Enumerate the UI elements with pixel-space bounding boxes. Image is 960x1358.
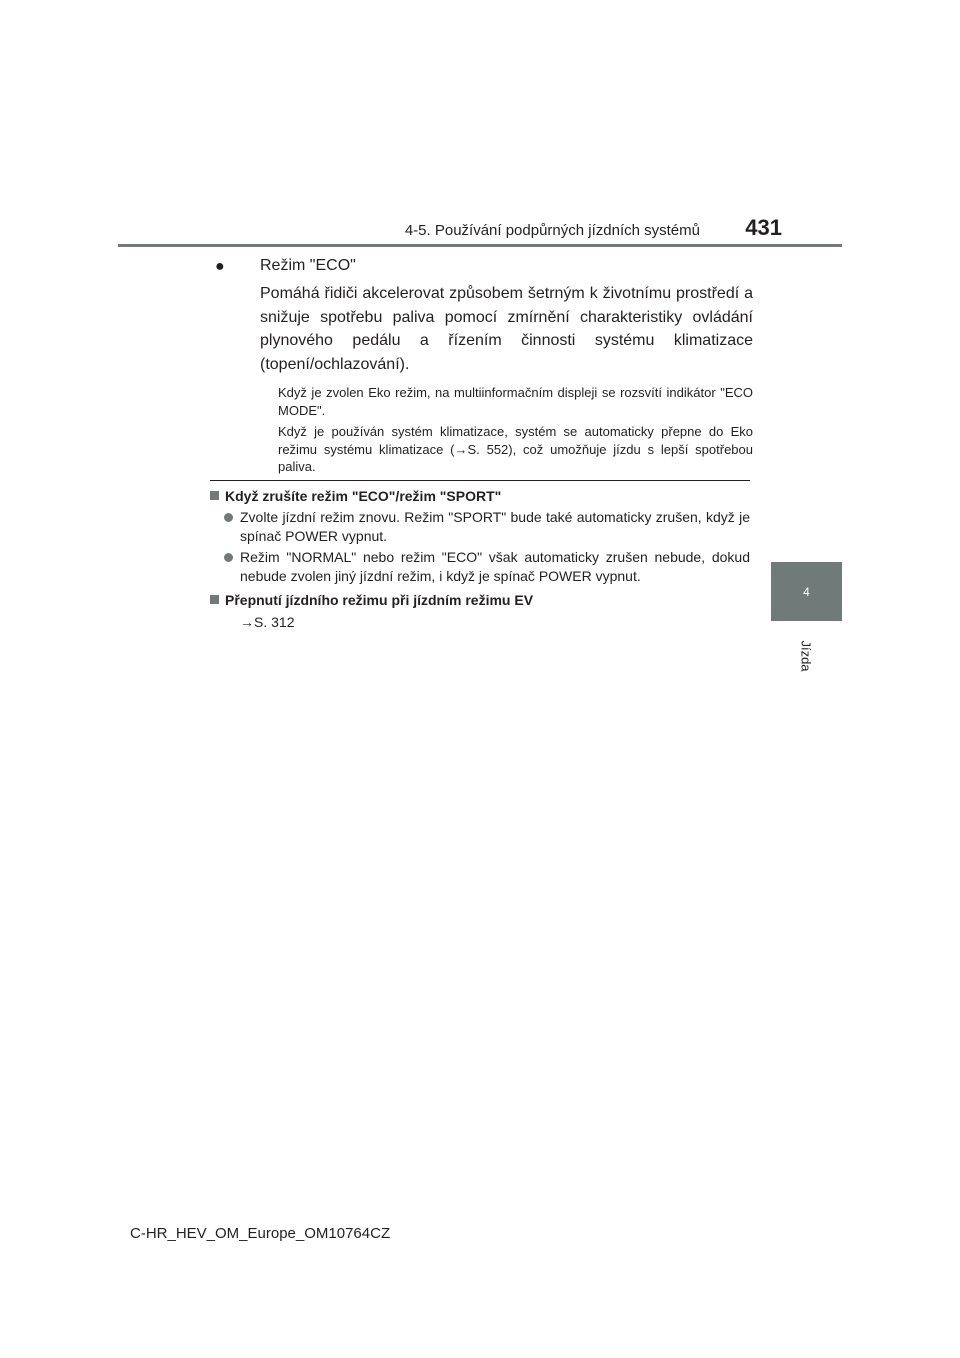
- bullet-icon: ●: [215, 258, 225, 275]
- dot-bullet-icon: [224, 553, 233, 562]
- eco-mode-item: [215, 254, 753, 480]
- note-item: Když je zvolen Eko režim, na multiinformačním displeji se rozsvítí indikátor "ECO MODE".: [278, 385, 753, 418]
- info-bullet-item: [210, 548, 750, 586]
- info-block: [210, 486, 750, 632]
- eco-mode-body: Pomáhá řidiči akcelerovat způsobem šetrným k životnímu prostředí a snižuje spotřebu paliva pomocí zmírnění charakteristiky ovládání plynového pedálu a řízením činnosti systému klimatizace (topení/ochlazování).: [260, 285, 753, 373]
- square-bullet-icon: [210, 491, 219, 500]
- page-number: 431: [745, 215, 782, 240]
- info-bullet-text: Zvolte jízdní režim znovu. Režim "SPORT" bude také automaticky zrušen, když je spínač POWER vypnut.: [240, 509, 750, 544]
- chapter-label-text: Jízda: [798, 640, 814, 672]
- chapter-number: 4: [803, 584, 810, 599]
- page-reference: →S. 312: [240, 614, 295, 630]
- note-item: Když je používán systém klimatizace, systém se automaticky přepne do Eko režimu systému klimatizace (→S. 552), což umožňuje jízdu s lepší spotřebou paliva.: [278, 424, 753, 474]
- eco-mode-title: Režim "ECO": [260, 257, 356, 274]
- document-id: C-HR_HEV_OM_Europe_OM10764CZ: [130, 1225, 391, 1242]
- info-bullet-text: Režim "NORMAL" nebo režim "ECO" však automaticky zrušen nebude, dokud nebude zvolen jiný jízdní režim, i když je spínač POWER vypnut.: [240, 549, 750, 584]
- info-heading-text: Když zrušíte režim "ECO"/režim "SPORT": [225, 488, 502, 504]
- info-heading-text: Přepnutí jízdního režimu při jízdním režimu EV: [225, 592, 534, 608]
- section-divider: [210, 480, 750, 481]
- section-title: 4-5. Používání podpůrných jízdních systémů: [404, 222, 700, 239]
- info-bullet-item: [210, 508, 750, 546]
- header-divider: [118, 244, 842, 247]
- info-heading: [210, 486, 750, 506]
- info-heading: [210, 590, 750, 610]
- dot-bullet-icon: [224, 513, 233, 522]
- eco-mode-notes: [278, 384, 753, 476]
- chapter-tab: [771, 562, 842, 621]
- chapter-label: [774, 626, 838, 686]
- square-bullet-icon: [210, 595, 219, 604]
